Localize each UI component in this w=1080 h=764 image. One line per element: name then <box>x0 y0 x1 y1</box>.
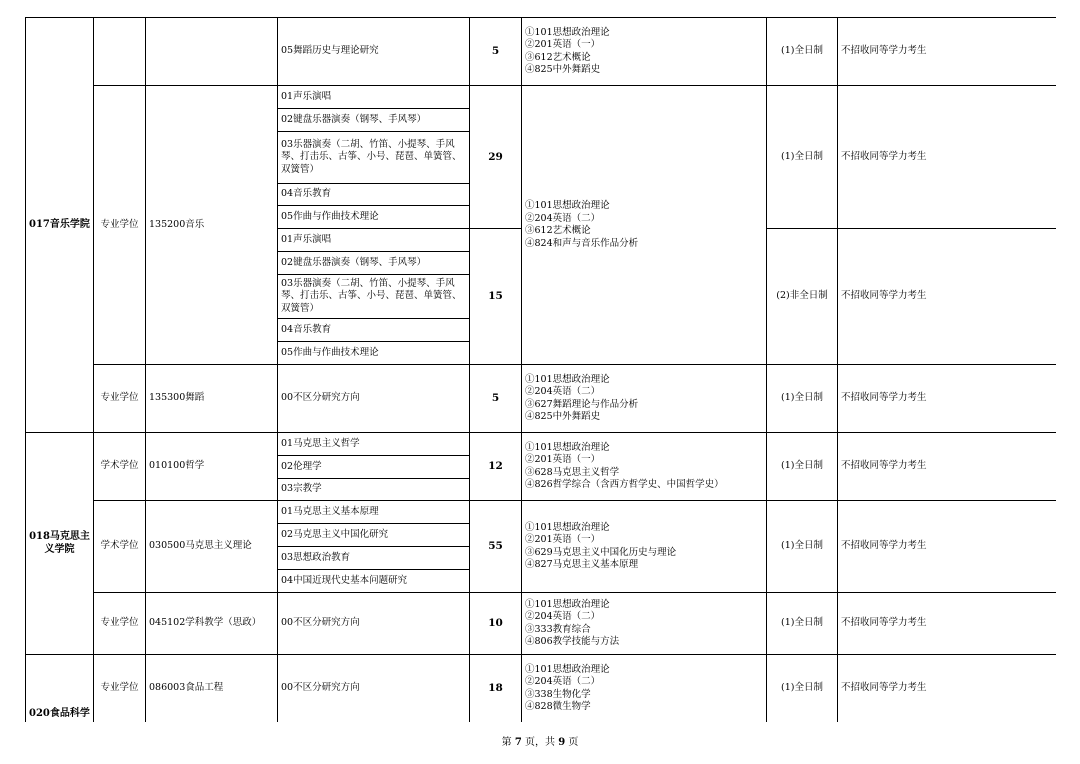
exam-subjects: ①101思想政治理论 ②201英语（一） ③629马克思主义中国化历史与理论 ④827马克思主义基本原理 <box>522 501 767 593</box>
study-mode: (1)全日制 <box>767 593 838 655</box>
direction-cell: 05作曲与作曲技术理论 <box>278 206 470 229</box>
enrollment-count: 12 <box>470 433 522 501</box>
major-cell: 030500马克思主义理论 <box>146 501 278 593</box>
enrollment-count: 29 <box>470 86 522 229</box>
direction-cell: 00不区分研究方向 <box>278 365 470 433</box>
direction-cell: 02马克思主义中国化研究 <box>278 524 470 547</box>
direction-cell: 05作曲与作曲技术理论 <box>278 342 470 365</box>
note-cell: 不招收同等学力考生 <box>838 365 1057 433</box>
direction-cell: 01声乐演唱 <box>278 86 470 109</box>
exam-subjects: ①101思想政治理论 ②204英语（二） ③333教育综合 ④806教学技能与方法 <box>522 593 767 655</box>
table-row <box>26 433 1057 456</box>
degree-type-cell: 学术学位 <box>94 501 146 593</box>
note-cell: 不招收同等学力考生 <box>838 501 1057 593</box>
major-cell <box>146 18 278 86</box>
table-row <box>26 18 1057 86</box>
table-row <box>26 365 1057 433</box>
note-cell: 不招收同等学力考生 <box>838 18 1057 86</box>
college-cell: 017音乐学院 <box>26 18 94 433</box>
direction-cell: 04音乐教育 <box>278 184 470 206</box>
footer-suffix: 页 <box>568 737 579 748</box>
direction-cell: 00不区分研究方向 <box>278 655 470 723</box>
note-cell: 不招收同等学力考生 <box>838 593 1057 655</box>
direction-cell: 02键盘乐器演奏（钢琴、手风琴） <box>278 109 470 132</box>
direction-cell: 01声乐演唱 <box>278 229 470 252</box>
table-row <box>26 501 1057 524</box>
admissions-table-container <box>25 17 1056 722</box>
major-cell: 010100哲学 <box>146 433 278 501</box>
enrollment-count: 10 <box>470 593 522 655</box>
table-row <box>26 655 1057 723</box>
enrollment-count: 18 <box>470 655 522 723</box>
degree-type-cell: 专业学位 <box>94 86 146 365</box>
table-row <box>26 86 1057 109</box>
major-cell: 086003食品工程 <box>146 655 278 723</box>
enrollment-count: 55 <box>470 501 522 593</box>
major-cell: 045102学科教学（思政） <box>146 593 278 655</box>
direction-cell: 05舞蹈历史与理论研究 <box>278 18 470 86</box>
direction-cell: 04音乐教育 <box>278 319 470 342</box>
college-cell: 020食品科学 <box>26 655 94 723</box>
enrollment-count: 15 <box>470 229 522 365</box>
direction-cell: 03乐器演奏（二胡、竹笛、小提琴、手风琴、打击乐、古筝、小号、琵琶、单簧管、双簧管） <box>278 132 470 184</box>
admissions-table <box>25 17 1056 722</box>
direction-cell: 03思想政治教育 <box>278 547 470 570</box>
degree-type-cell <box>94 18 146 86</box>
note-cell: 不招收同等学力考生 <box>838 655 1057 723</box>
direction-cell: 00不区分研究方向 <box>278 593 470 655</box>
direction-cell: 01马克思主义哲学 <box>278 433 470 456</box>
page-footer <box>0 733 1080 748</box>
degree-type-cell: 专业学位 <box>94 593 146 655</box>
degree-type-cell: 学术学位 <box>94 433 146 501</box>
exam-subjects: ①101思想政治理论 ②201英语（一） ③612艺术概论 ④825中外舞蹈史 <box>522 18 767 86</box>
footer-prefix: 第 <box>501 737 512 748</box>
major-cell: 135200音乐 <box>146 86 278 365</box>
degree-type-cell: 专业学位 <box>94 365 146 433</box>
footer-middle: 页，共 <box>525 737 555 748</box>
note-cell: 不招收同等学力考生 <box>838 86 1057 229</box>
direction-cell: 02键盘乐器演奏（钢琴、手风琴） <box>278 252 470 275</box>
enrollment-count: 5 <box>470 18 522 86</box>
direction-cell: 02伦理学 <box>278 456 470 479</box>
total-pages-number: 9 <box>558 737 566 748</box>
note-cell: 不招收同等学力考生 <box>838 229 1057 365</box>
study-mode: (1)全日制 <box>767 86 838 229</box>
direction-cell: 01马克思主义基本原理 <box>278 501 470 524</box>
direction-cell: 03乐器演奏（二胡、竹笛、小提琴、手风琴、打击乐、古筝、小号、琵琶、单簧管、双簧管） <box>278 275 470 319</box>
degree-type-cell: 专业学位 <box>94 655 146 723</box>
college-cell: 018马克思主义学院 <box>26 433 94 655</box>
major-cell: 135300舞蹈 <box>146 365 278 433</box>
enrollment-count: 5 <box>470 365 522 433</box>
exam-subjects: ①101思想政治理论 ②204英语（二） ③627舞蹈理论与作品分析 ④825中外舞蹈史 <box>522 365 767 433</box>
study-mode: (2)非全日制 <box>767 229 838 365</box>
study-mode: (1)全日制 <box>767 655 838 723</box>
study-mode: (1)全日制 <box>767 18 838 86</box>
current-page-number: 7 <box>514 737 522 748</box>
exam-subjects: ①101思想政治理论 ②204英语（二） ③338生物化学 ④828微生物学 <box>522 655 767 723</box>
study-mode: (1)全日制 <box>767 433 838 501</box>
direction-cell: 04中国近现代史基本问题研究 <box>278 570 470 593</box>
note-cell: 不招收同等学力考生 <box>838 433 1057 501</box>
study-mode: (1)全日制 <box>767 365 838 433</box>
exam-subjects: ①101思想政治理论 ②201英语（一） ③628马克思主义哲学 ④826哲学综合（含西方哲学史、中国哲学史） <box>522 433 767 501</box>
table-row <box>26 593 1057 655</box>
exam-subjects: ①101思想政治理论 ②204英语（二） ③612艺术概论 ④824和声与音乐作品分析 <box>522 86 767 365</box>
study-mode: (1)全日制 <box>767 501 838 593</box>
direction-cell: 03宗教学 <box>278 479 470 501</box>
